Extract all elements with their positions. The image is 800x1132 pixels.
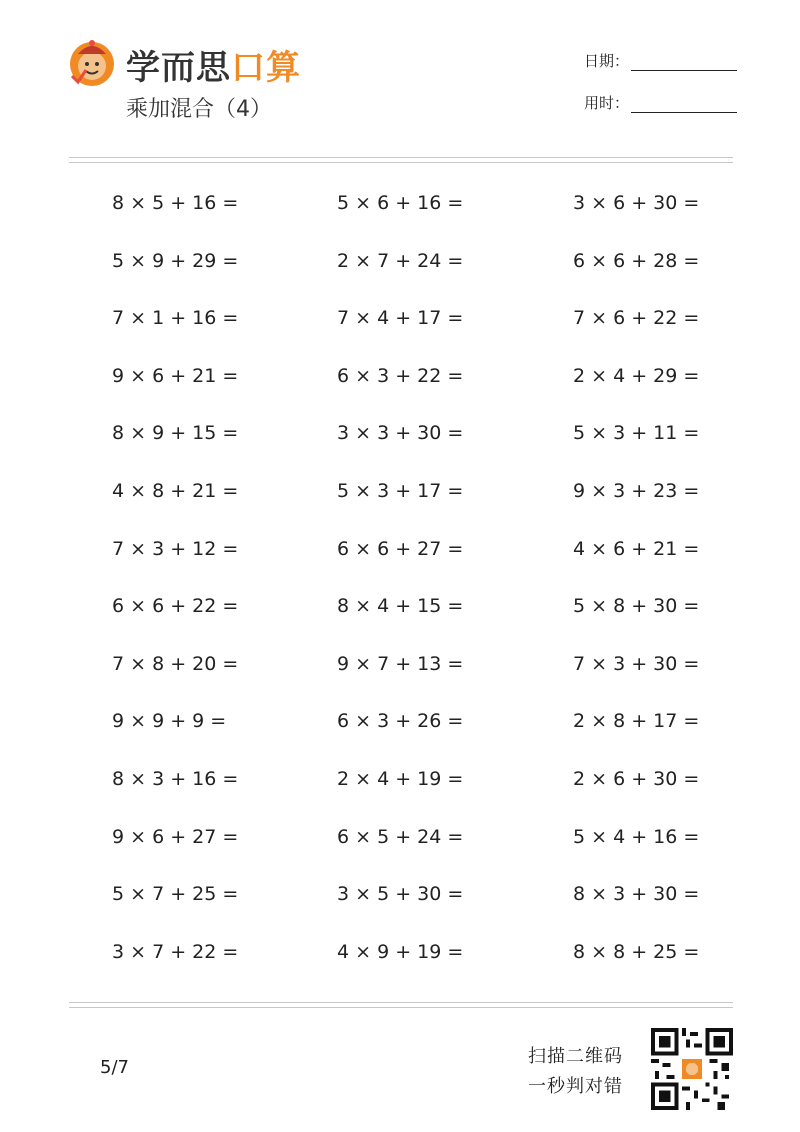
qr-code-icon[interactable]	[651, 1028, 733, 1110]
problem: 7 × 6 + 22 =	[573, 307, 700, 330]
brand-title: 学而思口算	[126, 48, 301, 88]
problem: 3 × 7 + 22 =	[112, 940, 239, 963]
problem: 4 × 9 + 19 =	[337, 940, 464, 963]
problem-row	[0, 295, 800, 353]
problem: 2 × 7 + 24 =	[337, 249, 464, 272]
problem: 7 × 1 + 16 =	[112, 307, 239, 330]
problem-row	[0, 238, 800, 296]
problem-row	[0, 468, 800, 526]
footer-divider	[69, 1002, 733, 1008]
problem: 2 × 4 + 29 =	[573, 364, 700, 387]
problem: 5 × 7 + 25 =	[112, 883, 239, 906]
header-divider	[69, 157, 733, 163]
date-blank[interactable]	[631, 56, 737, 71]
problem: 3 × 3 + 30 =	[337, 422, 464, 445]
problem: 2 × 4 + 19 =	[337, 767, 464, 790]
problem: 7 × 8 + 20 =	[112, 652, 239, 675]
problem: 4 × 6 + 21 =	[573, 537, 700, 560]
time-blank[interactable]	[631, 98, 737, 113]
problem: 3 × 6 + 30 =	[573, 192, 700, 214]
problem: 4 × 8 + 21 =	[112, 479, 239, 502]
problem-row	[0, 929, 800, 987]
scan-prompt-line2: 一秒判对错	[528, 1076, 623, 1097]
time-field	[584, 92, 737, 113]
problem: 6 × 6 + 22 =	[112, 595, 239, 618]
monkey-logo-icon	[66, 36, 118, 88]
worksheet-title: 乘加混合（4）	[126, 97, 272, 122]
problem-row	[0, 353, 800, 411]
problem: 8 × 5 + 16 =	[112, 192, 239, 214]
problem: 7 × 4 + 17 =	[337, 307, 464, 330]
problem: 2 × 8 + 17 =	[573, 710, 700, 733]
problem-row	[0, 698, 800, 756]
problem-row	[0, 756, 800, 814]
problem: 5 × 3 + 17 =	[337, 479, 464, 502]
date-field	[584, 50, 737, 71]
problem-row	[0, 410, 800, 468]
problem: 9 × 6 + 27 =	[112, 825, 239, 848]
problem: 8 × 9 + 15 =	[112, 422, 239, 445]
problem: 5 × 4 + 16 =	[573, 825, 700, 848]
problem: 6 × 5 + 24 =	[337, 825, 464, 848]
problem: 5 × 3 + 11 =	[573, 422, 700, 445]
page-number: 5/7	[100, 1057, 129, 1078]
problem: 8 × 8 + 25 =	[573, 940, 700, 963]
problem-row	[0, 871, 800, 929]
problem: 9 × 7 + 13 =	[337, 652, 464, 675]
problem: 6 × 3 + 26 =	[337, 710, 464, 733]
problem: 7 × 3 + 12 =	[112, 537, 239, 560]
problem: 9 × 9 + 9 =	[112, 710, 227, 733]
problem-row	[0, 814, 800, 872]
problem: 6 × 3 + 22 =	[337, 364, 464, 387]
problem: 9 × 6 + 21 =	[112, 364, 239, 387]
problem: 6 × 6 + 28 =	[573, 249, 700, 272]
scan-prompt-line1: 扫描二维码	[528, 1046, 623, 1067]
problem-row	[0, 526, 800, 584]
problem: 2 × 6 + 30 =	[573, 767, 700, 790]
problem: 5 × 9 + 29 =	[112, 249, 239, 272]
problem-row	[0, 583, 800, 641]
problem-row	[0, 180, 800, 238]
problem: 7 × 3 + 30 =	[573, 652, 700, 675]
problem: 5 × 8 + 30 =	[573, 595, 700, 618]
date-label: 日期：	[584, 52, 630, 70]
problem: 8 × 3 + 30 =	[573, 883, 700, 906]
problem-grid	[0, 180, 800, 986]
problem: 5 × 6 + 16 =	[337, 192, 464, 214]
problem: 8 × 4 + 15 =	[337, 595, 464, 618]
problem: 3 × 5 + 30 =	[337, 883, 464, 906]
problem-row	[0, 641, 800, 699]
problem: 6 × 6 + 27 =	[337, 537, 464, 560]
problem: 8 × 3 + 16 =	[112, 767, 239, 790]
time-label: 用时：	[584, 94, 630, 112]
problem: 9 × 3 + 23 =	[573, 479, 700, 502]
